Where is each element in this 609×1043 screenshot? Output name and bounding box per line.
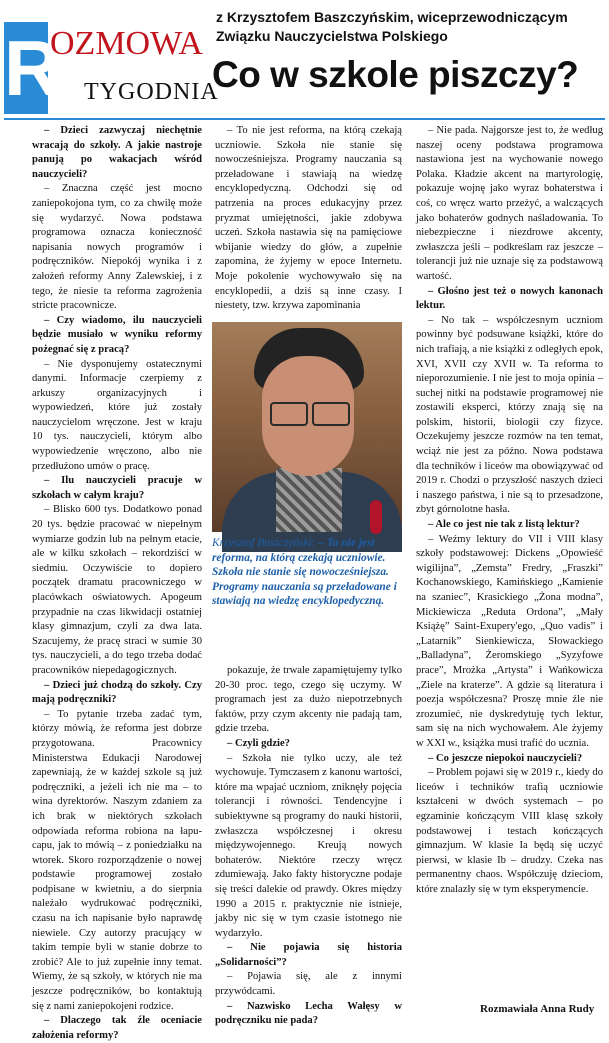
photo-scarf	[276, 468, 342, 532]
interview-question: – Nie pojawia się historia „Solidarności”?	[215, 942, 402, 968]
interview-question: – Dzieci już chodzą do szkoły. Czy mają podręczniki?	[32, 679, 202, 706]
interview-question: – Dzieci zazwyczaj niechętnie wracają do szkoły. A jakie nastroje panują po wakacjach wśród nauczycieli?	[32, 125, 202, 180]
interview-answer: – No tak – współczesnym uczniom powinny być podsuwane książki, które do nich trafiają, a nie książki z odległych epok, XVI, XVII czy XVII w. Ta reforma to nieporozumienie. I nie jest to moja opinia – suchej nitki na podstawie programowej nie zostawili eksperci, którzy znają się na polskim, historii, biologii czy fizyce. Oczekujemy jeszcze rozmów na ten temat, wciąż nie jest za późno. Nowa podstawa dla techników i liceów ma obowiązywać od 2019 r. Chodzi o przyszłość naszych dzieci i naszego państwa, i nie są to przesadzone, zbyt górnolotne hasła.	[416, 314, 603, 516]
text-column-1	[32, 124, 202, 1041]
interview-answer: – Weźmy lektury do VII i VIII klasy szkoły podstawowej: Dickens „Opowieść wigilijna”, „Zemsta” Fredry, „Fraszki” Kochanowskiego, Kamińskiego „Kamienie na szaniec”, Krasickiego „Żona modna”, Mickiewicza „Reduta Ordona”, „Mały Książę” Saint-Exupery'ego, „Quo vadis” i „Latarnik” Sienkiewicza, Słowackiego „Balladyna”, Żeromskiego „Syzyfowe prace”, Mrożka „Artysta” i Wańkowicza „Ziele na kraterze”. A gdzie są literatura i poezja współczesna? Proszę mnie źle nie zrozumieć, nie dyskredytuję tych lektur, sam się na nich wychowałem. Ale żyjemy w XXI w., książka musi trafić do ucznia.	[416, 533, 603, 749]
interview-answer: – Nie pada. Najgorsze jest to, że według naszej oceny podstawa programowa nastawiona jest na wychowanie nowego Polaka. Kładzie akcent na martyrologię, pokazuje wojnę jako wyraz bohaterstwa i coś, co wręcz warto przeżyć, a walczących jako bohaterów godnych naśladowania. To niebezpieczne i niezdrowe akcenty, zwłaszcza jeśli – podkreślam raz jeszcze – tolerancji już nie uznaje się za podstawową wartość.	[416, 125, 603, 282]
interview-answer: – Problem pojawi się w 2019 r., kiedy do liceów i techników trafią uczniowie kształceni w dwóch systemach – po egzaminie kończącym VIII klasę szkoły podstawowej i testach kończących gimnazjum. W klasie Ia będą się uczyć pierwsi, w klasie Ib – drudzy. Czeka nas permanentny chaos. Współczuję dzieciom, które znalazły się w tym eksperymencie.	[416, 767, 603, 895]
interviewee-photo	[212, 322, 402, 532]
photo-glasses-right	[312, 402, 350, 426]
photo-caption	[212, 536, 402, 660]
text-column-2-top	[215, 124, 402, 320]
interview-answer: pokazuje, że trwale zapamiętujemy tylko 20-30 proc. tego, czego się uczymy. W programach jest za dużo niepotrzebnych faktów, przy czym akcenty nie padają tam, gdzie trzeba.	[215, 665, 402, 735]
caption-quote: – To nie jest reforma, na którą czekają uczniowie. Szkoła nie stanie się nowocześniejsza. Programy nauczania są przeładowane i stawiają na wiedzę encyklopedyczną.	[212, 537, 397, 608]
author-signature: Rozmawiała Anna Rudy	[480, 1003, 595, 1015]
interview-answer: – To pytanie trzeba zadać tym, którzy mówią, że reforma jest dobrze przygotowana. Pracownicy Ministerstwa Edukacji Narodowej zapewniają, że w każdej szkole są już podręczniki, a jeżeli ich nie ma – to wina dyrektorów. Naszym zdaniem za ich brak w niektórych szkołach odpowiada reforma robiona na łapu-capu, jak to mówią – z poniedziałku na wtorek. Skoro rozporządzenie o nowej podstawie programowej zostało podpisane w kwietniu, a do sierpnia należało wydrukować podręczniki, czasu na ich napisanie było naprawdę niewiele. Czy autorzy pracujący w takim tempie byli w stanie dobrze to zrobić? Ale to już zupełnie inny temat. Wiemy, że są szkoły, w których nie ma jeszcze podręczników, bo kontaktują się z nami zaniepokojeni rodzice.	[32, 708, 202, 1012]
interview-question: – Czyli gdzie?	[227, 737, 290, 749]
interview-answer: – Nie dysponujemy ostatecznymi danymi. Informacje czerpiemy z arkuszy organizacyjnych i wypowiedzeń, które już zostały nauczycielom wręczone. Jest w kraju 10 tys. nauczycieli, którym albo wypowiedzenie wręczono, albo nie przedłużono umów o pracę.	[32, 358, 202, 472]
text-column-3	[416, 124, 603, 1016]
text-column-2-bottom	[215, 664, 402, 1027]
caption-name: Krzysztof Baszczyński:	[212, 537, 316, 549]
article-header	[0, 0, 609, 118]
interview-question: – Co jeszcze niepokoi nauczycieli?	[428, 752, 583, 764]
interview-question: – Głośno jest też o nowych kanonach lektur.	[416, 285, 603, 312]
section-logo-letter: R	[4, 24, 61, 112]
photo-microphone	[370, 500, 382, 534]
interview-question: – Nazwisko Lecha Wałęsy w podręczniku nie pada?	[215, 1000, 402, 1027]
interview-question: – Czy wiadomo, ilu nauczycieli będzie musiało w wyniku reformy pożegnać się z pracą?	[32, 314, 202, 355]
interview-question: – Ale co jest nie tak z listą lektur?	[428, 519, 580, 531]
interview-answer: – To nie jest reforma, na którą czekają uczniowie. Szkoła nie stanie się nowocześniejsza. Programy nauczania są przeładowane i stawiają na wiedzę encyklopedyczną. Odchodzi się od patrzenia na proces edukacyjny przez pryzmat umiejętności, jakie zdobywa uczeń. Szkoła nastawia się na pamięciowe wbijanie wiedzy do głów, a zupełnie zapomina, że żyjemy w epoce Internetu. Moje pokolenie wychowywało się na encyklopedii, a dziś są inne czasy. I niestety, tzw. krzywa zapominania	[215, 125, 402, 312]
section-logo-word: OZMOWA	[50, 25, 203, 62]
interview-answer: – Pojawia się, ale z innymi przywódcami.	[215, 971, 402, 998]
article-headline: Co w szkole piszczy?	[212, 54, 579, 95]
article-subtitle: z Krzysztofem Baszczyńskim, wiceprzewodniczącym Związku Nauczycielstwa Polskiego	[216, 9, 568, 44]
interview-answer: – Szkoła nie tylko uczy, ale też wychowuje. Tymczasem z kanonu wartości, które ma wpajać uczniom, zniknęły pojęcia tolerancji i równości. Tendencyjne i subiektywne są programy do nauki historii, zwłaszcza współczesnej i okresu międzywojennego. Kreują nowych bohaterów. Niektóre rzeczy wręcz zdumiewają. Jako fakty historyczne podaje się treści dalekie od prawdy. Okres między 1990 a 2015 r. praktycznie nie istnieje, jakby nic się w tym czasie istotnego nie wydarzyło.	[215, 752, 402, 939]
header-divider	[4, 118, 605, 120]
interview-question: – Dlaczego tak źle oceniacie założenia reformy?	[32, 1015, 202, 1041]
section-logo-sub: TYGODNIA	[84, 79, 219, 105]
photo-glasses-left	[270, 402, 308, 426]
interview-question: – Ilu nauczycieli pracuje w szkołach w całym kraju?	[32, 475, 202, 501]
interview-answer: – Znaczna część jest mocno zaniepokojona tym, co za chwilę może się wydarzyć. Nowa podstawa programowa oznacza konieczność napisania nowych programów i podręczników. Niepokój wynika i z założeń reformy Anny Zalewskiej, i z tego, że niesie ta reforma zagrożenia stricte pracownicze.	[32, 183, 202, 312]
interview-answer: – Blisko 600 tys. Dodatkowo ponad 20 tys. będzie pracować w niepełnym wymiarze godzin lub na pełnym etacie, ale w kilku szkołach – rekordziści w siedmiu. Oczywiście to dopiero początek dramatu pracowniczego w placówkach oświatowych. Apogeum przypadnie na czas likwidacji ostatniej klasy gimnazjum, czyli za dwa lata. Szacujemy, że pracę straci w sumie 30 tys. nauczycieli, a do tego trzeba dodać pracowników niepedagogicznych.	[32, 504, 202, 676]
